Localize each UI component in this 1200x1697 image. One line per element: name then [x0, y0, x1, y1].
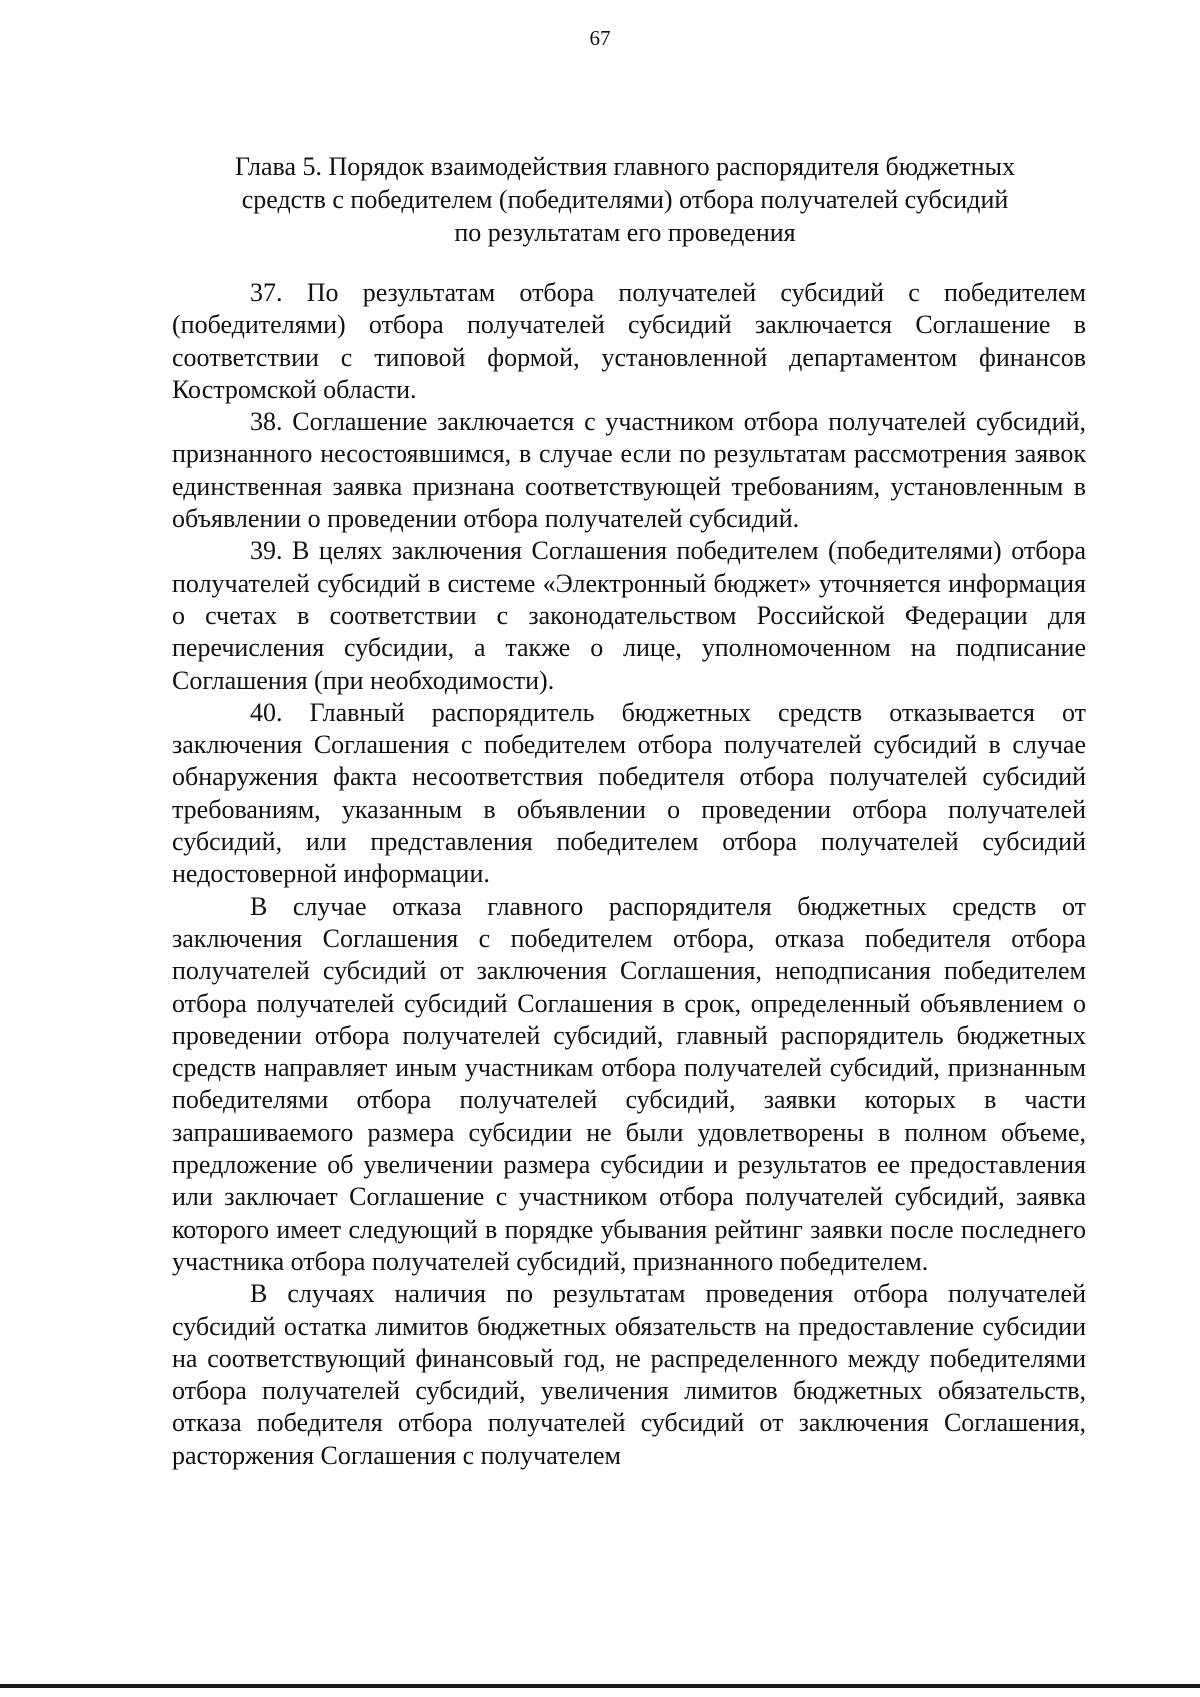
- scan-bottom-edge: [0, 1684, 1200, 1688]
- paragraph-remaining-limits: В случаях наличия по результатам проведения отбора получателей субсидий остатка лимитов бюджетных обязательств на предоставление субсидии на соответствующий финансовый год, не распределенного между победителями отбора получателей субсидий, увеличения лимитов бюджетных обязательств, отказа победителя отбора получателей субсидий от заключения Соглашения, расторжения Соглашения с получателем: [172, 1279, 1086, 1470]
- heading-line: средств с победителем (победителями) отбора получателей субсидий: [241, 185, 1009, 214]
- heading-line: по результатам его проведения: [454, 218, 796, 247]
- paragraph-39: 39. В целях заключения Соглашения победителем (победителями) отбора получателей субсидий в системе «Электронный бюджет» уточняется информация о счетах в соответствии с законодательством Российской Федерации для перечисления субсидии, а также о лице, уполномоченном на подписание Соглашения (при необходимости).: [172, 536, 1086, 695]
- paragraph-40: 40. Главный распорядитель бюджетных средств отказывается от заключения Соглашения с победителем отбора получателей субсидий в случае обнаружения факта несоответствия победителя отбора получателей субсидий требованиям, указанным в объявлении о проведении отбора получателей субсидий, или представления победителем отбора получателей субсидий недостоверной информации.: [172, 697, 1086, 889]
- body-text: [172, 277, 1086, 1472]
- paragraph-38: 38. Соглашение заключается с участником отбора получателей субсидий, признанного несостоявшимся, в случае если по результатам рассмотрения заявок единственная заявка признана соответствующей требованиям, установленным в объявлении о проведении отбора получателей субсидий.: [172, 407, 1086, 534]
- chapter-heading: [150, 150, 1100, 249]
- heading-line: Глава 5. Порядок взаимодействия главного распорядителя бюджетных: [234, 152, 1016, 181]
- page-number: 67: [589, 26, 611, 50]
- paragraph-refusal-case: В случае отказа главного распорядителя бюджетных средств от заключения Соглашения с победителем отбора, отказа победителя отбора получателей субсидий от заключения Соглашения, неподписания победителем отбора получателей субсидий Соглашения в срок, определенный объявлением о проведении отбора получателей субсидий, главный распорядитель бюджетных средств направляет иным участникам отбора получателей субсидий, признанным победителями отбора получателей субсидий, заявки которых в части запрашиваемого размера субсидии не были удовлетворены в полном объеме, предложение об увеличении размера субсидии и результатов ее предоставления или заключает Соглашение с участником отбора получателей субсидий, заявка которого имеет следующий в порядке убывания рейтинг заявки после последнего участника отбора получателей субсидий, признанного победителем.: [172, 891, 1086, 1276]
- paragraph-37: 37. По результатам отбора получателей субсидий с победителем (победителями) отбора получателей субсидий заключается Соглашение в соответствии с типовой формой, установленной департаментом финансов Костромской области.: [172, 278, 1086, 404]
